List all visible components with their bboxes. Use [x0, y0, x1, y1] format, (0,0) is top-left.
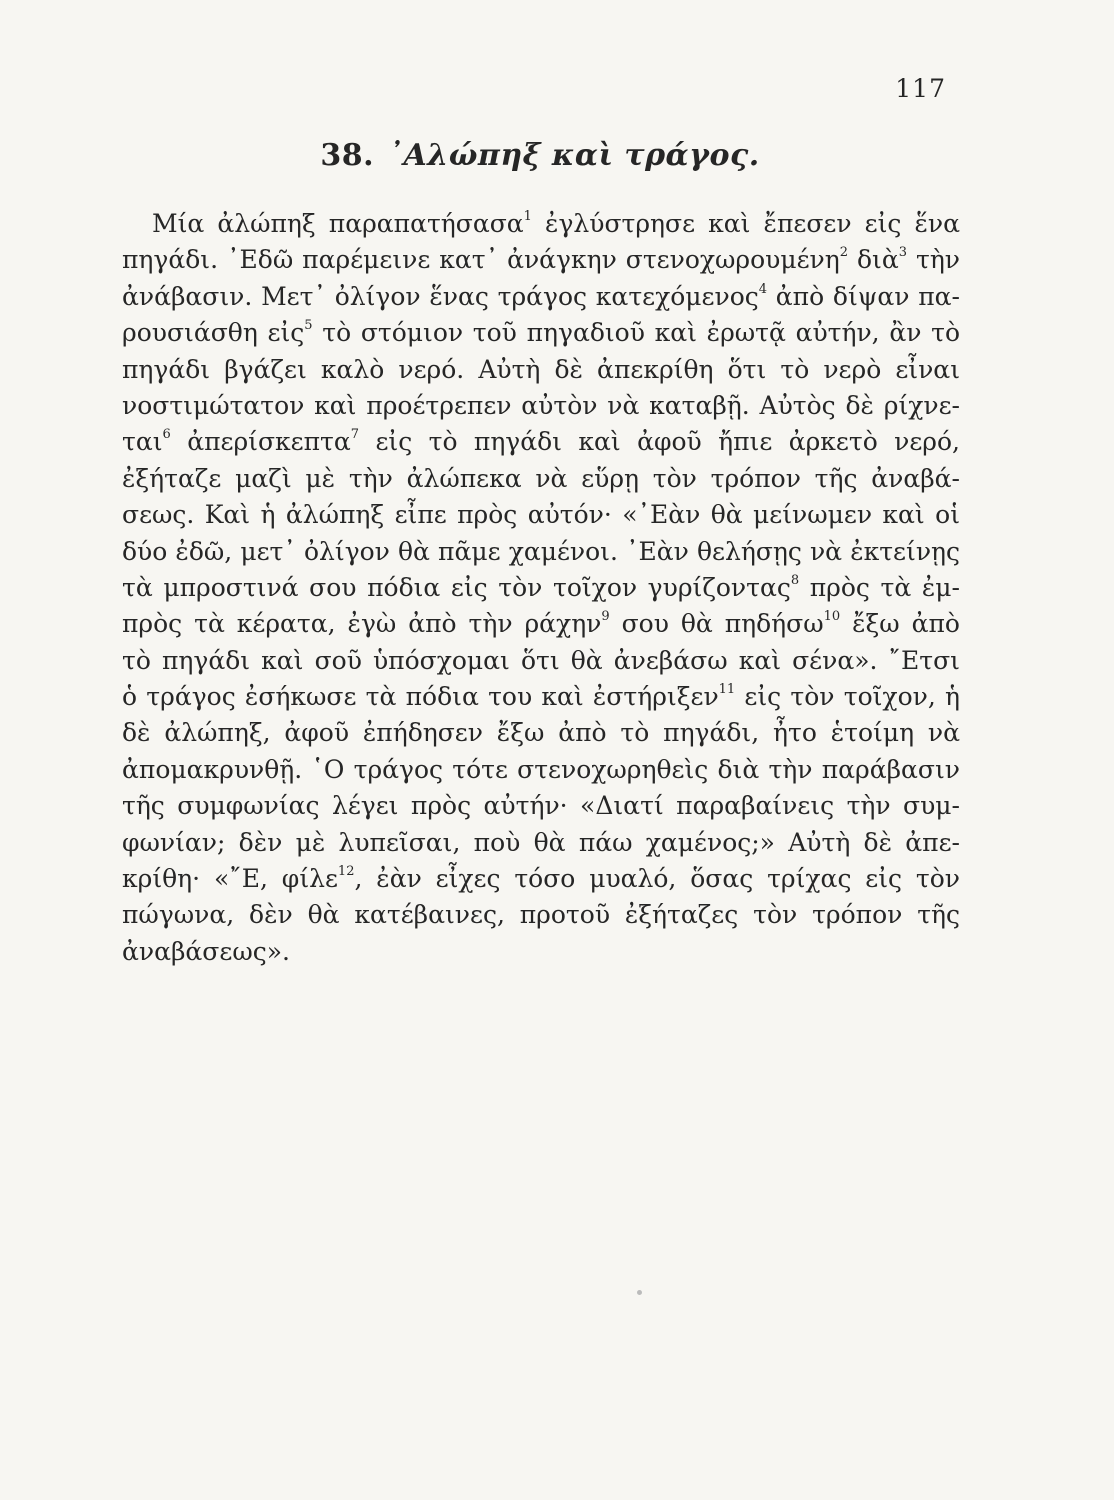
text-segment: τὰ μπροστινά σου πόδια εἰς τὸν τοῖχον γυρίζοντας: [122, 572, 791, 602]
text-line: [122, 497, 960, 533]
text-segment: ἀπὸ δίψαν πα-: [767, 281, 960, 311]
footnote-marker: 1: [523, 209, 532, 224]
text-segment: σεως. Καὶ ἡ ἀλώπηξ εἶπε πρὸς αὐτόν· «᾽Εὰν θὰ μείνωμεν καὶ οἱ: [122, 500, 960, 530]
text-segment: ται: [122, 427, 163, 457]
text-line: [122, 643, 960, 679]
text-segment: εἰς τὸ πηγάδι καὶ ἀφοῦ ἤπιε ἀρκετὸ νερό,: [359, 427, 960, 457]
text-line: [122, 242, 960, 278]
text-segment: πώγωνα, δὲν θὰ κατέβαινες, προτοῦ ἐξήταζες τὸν τρόπον τῆς: [122, 900, 960, 930]
text-segment: νοστιμώτατον καὶ προέτρεπεν αὐτὸν νὰ καταβῇ. Αὐτὸς δὲ ρίχνε-: [122, 390, 960, 420]
text-line: [122, 897, 960, 933]
footnote-marker: 3: [898, 245, 908, 261]
text-line: [122, 679, 960, 715]
footnote-marker: 12: [337, 864, 355, 880]
story-number: 38.: [320, 138, 375, 173]
text-line: [122, 315, 960, 351]
text-segment: πηγάδι βγάζει καλὸ νερό. Αὐτὴ δὲ ἀπεκρίθη ὅτι τὸ νερὸ εἶναι: [122, 354, 960, 384]
page-number: 117: [895, 74, 946, 103]
story-body: [122, 206, 960, 970]
text-segment: φωνίαν; δὲν μὲ λυπεῖσαι, ποὺ θὰ πάω χαμένος;» Αὐτὴ δὲ ἀπε-: [122, 827, 960, 857]
text-segment: τὴν: [907, 245, 960, 275]
text-segment: εἰς τὸν τοῖχον, ἡ: [735, 682, 960, 712]
footnote-marker: 2: [839, 245, 849, 261]
text-line: [122, 825, 960, 861]
footnote-marker: 9: [601, 609, 610, 625]
text-segment: ἐξήταζε μαζὶ μὲ τὴν ἀλώπεκα νὰ εὕρῃ τὸν τρόπον τῆς ἀναβά-: [122, 463, 960, 493]
text-line: [122, 388, 960, 424]
text-line: [122, 934, 960, 970]
text-segment: πηγάδι. ᾽Εδῶ παρέμεινε κατ᾽ ἀνάγκην στενοχωρουμένη: [122, 245, 840, 275]
footnote-marker: 11: [718, 682, 736, 698]
text-line: [122, 788, 960, 824]
text-line: [122, 752, 960, 788]
text-segment: ἀναβάσεως».: [122, 936, 290, 966]
text-line: [122, 715, 960, 751]
text-segment: διὰ: [848, 245, 899, 275]
footnote-marker: 8: [790, 572, 800, 588]
text-segment: ρουσιάσθη εἰς: [122, 318, 305, 348]
text-line: [122, 206, 960, 242]
text-segment: ἀπερίσκεπτα: [170, 427, 351, 457]
text-segment: τὸ πηγάδι καὶ σοῦ ὑπόσχομαι ὅτι θὰ ἀνεβάσω καὶ σένα». ῎Ετσι: [122, 645, 960, 675]
text-line: [122, 861, 960, 897]
text-segment: Μία ἀλώπηξ παραπατήσασα: [152, 209, 524, 238]
footnote-marker: 10: [823, 609, 841, 625]
speck-mark: [637, 1290, 642, 1295]
text-segment: ὁ τράγος ἐσήκωσε τὰ πόδια του καὶ ἐστήριξεν: [122, 682, 719, 712]
text-segment: τὸ στόμιον τοῦ πηγαδιοῦ καὶ ἐρωτᾷ αὐτήν, ἂν τὸ: [312, 318, 960, 348]
text-segment: ἀπομακρυνθῇ. ῾Ο τράγος τότε στενοχωρηθεὶς διὰ τὴν παράβασιν: [122, 754, 960, 784]
footnote-marker: 7: [350, 427, 360, 443]
text-segment: πρὸς τὰ ἐμ-: [799, 572, 960, 602]
footnote-marker: 6: [162, 427, 171, 443]
text-line: [122, 534, 960, 570]
text-line: [122, 279, 960, 315]
text-segment: ἐγλύστρησε καὶ ἔπεσεν εἰς ἕνα: [531, 209, 960, 238]
text-line: [122, 424, 960, 460]
text-segment: πρὸς τὰ κέρατα, ἐγὼ ἀπὸ τὴν ράχην: [122, 609, 602, 639]
text-segment: τῆς συμφωνίας λέγει πρὸς αὐτήν· «Διατί παραβαίνεις τὴν συμ-: [122, 791, 960, 821]
text-segment: ἔξω ἀπὸ: [840, 609, 960, 639]
footnote-marker: 4: [758, 281, 768, 297]
text-segment: ἀνάβασιν. Μετ᾽ ὀλίγον ἕνας τράγος κατεχόμενος: [122, 281, 759, 311]
text-segment: δύο ἐδῶ, μετ᾽ ὀλίγον θὰ πᾶμε χαμένοι. ᾽Εὰν θελήσῃς νὰ ἐκτείνῃς: [122, 536, 960, 566]
text-segment: σου θὰ πηδήσω: [609, 609, 824, 639]
footnote-marker: 5: [304, 318, 313, 334]
text-segment: , ἐὰν εἶχες τόσο μυαλό, ὅσας τρίχας εἰς τὸν: [354, 864, 960, 894]
text-line: [122, 570, 960, 606]
text-line: [122, 352, 960, 388]
text-segment: δὲ ἀλώπηξ, ἀφοῦ ἐπήδησεν ἔξω ἀπὸ τὸ πηγάδι, ἦτο ἑτοίμη νὰ: [122, 718, 960, 748]
text-segment: κρίθη· «῎Ε, φίλε: [122, 864, 338, 894]
text-line: [122, 461, 960, 497]
text-line: [122, 606, 960, 642]
story-title: [120, 138, 960, 173]
story-title-text: ᾽Αλώπηξ καὶ τράγος.: [388, 138, 760, 173]
